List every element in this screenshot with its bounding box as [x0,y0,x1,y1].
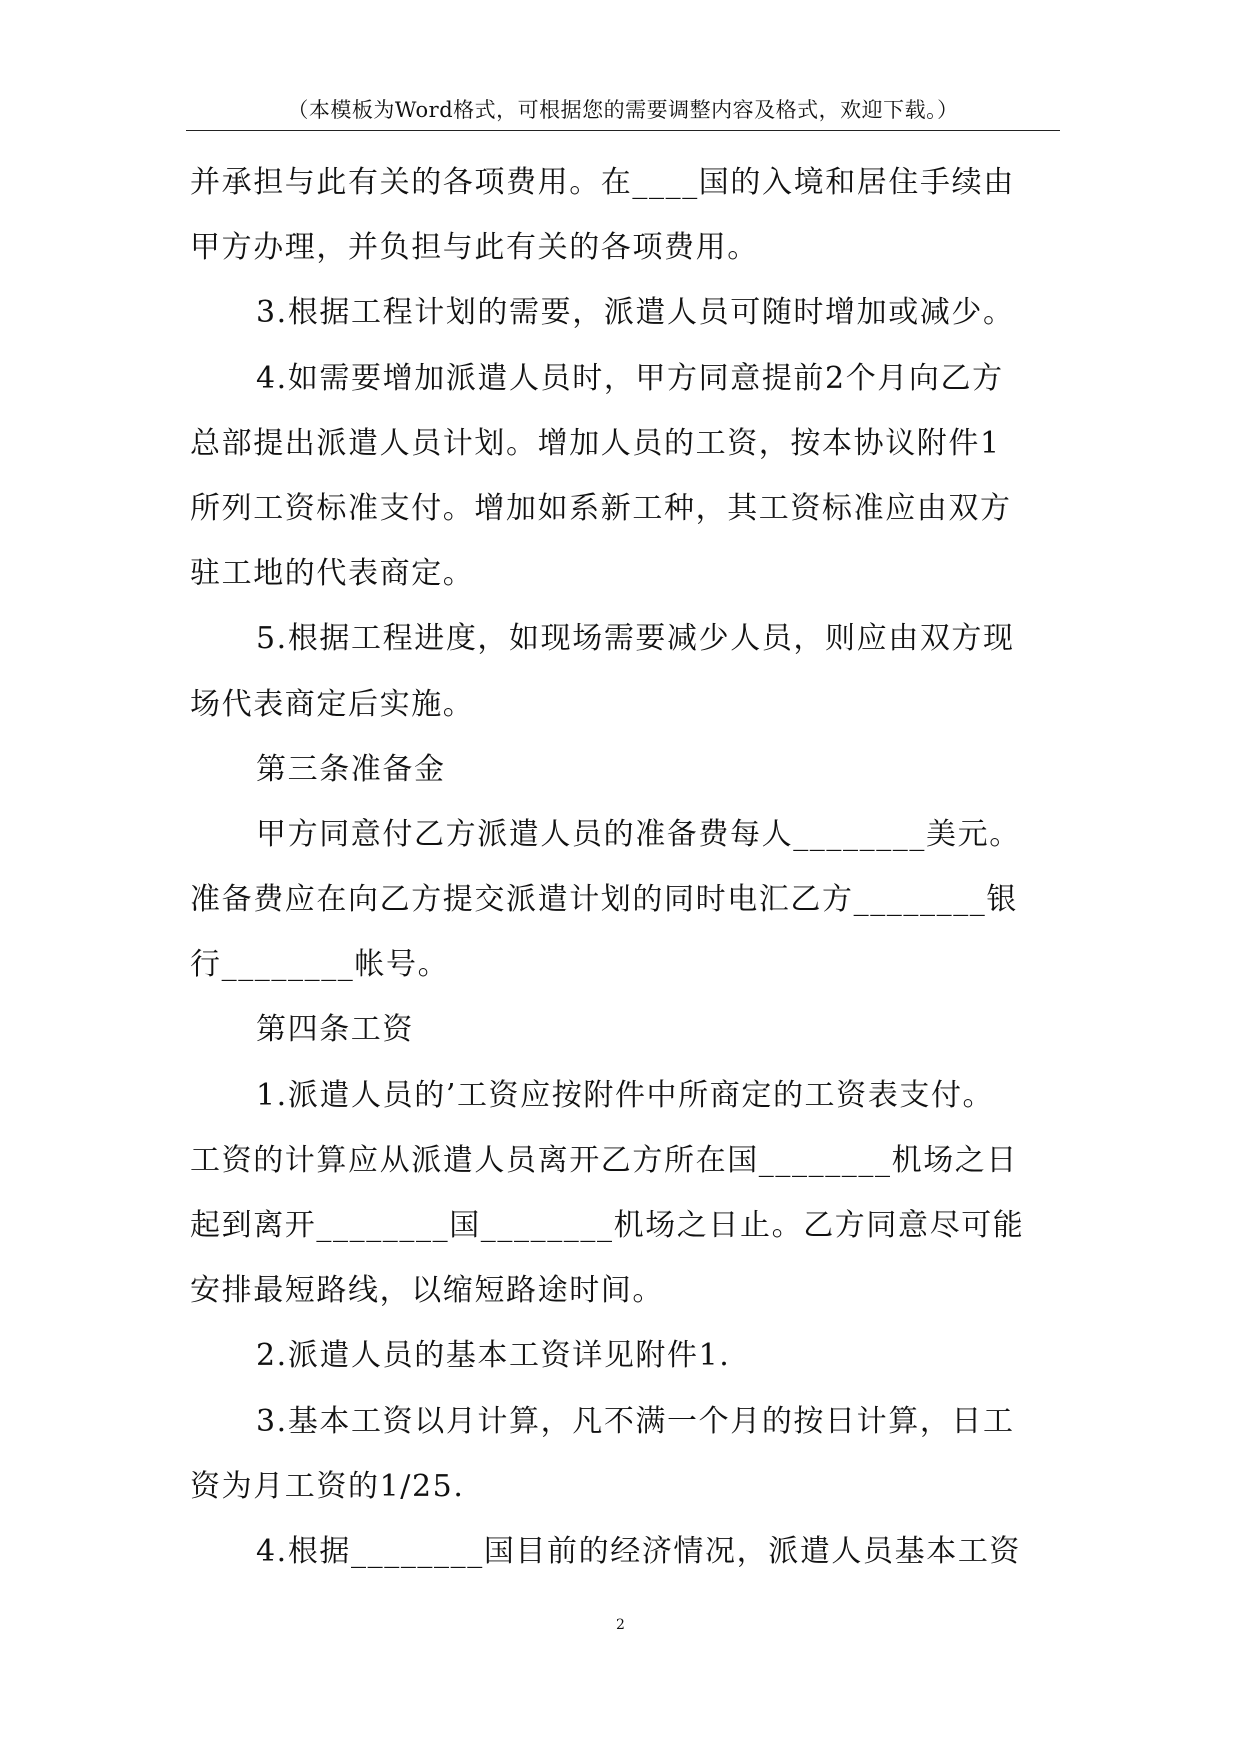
page-number: 2 [616,1617,625,1633]
article-4-heading: 第四条工资 [256,1012,414,1048]
clause-4-2: 2.派遣人员的基本工资详见附件1. [256,1338,731,1374]
paragraph-line: 甲方办理，并负担与此有关的各项费用。 [190,230,759,266]
paragraph-line: 所列工资标准支付。增加如系新工种，其工资标准应由双方 [190,490,1012,526]
clause-2-5: 5.根据工程进度，如现场需要减少人员，则应由双方现 [256,621,1015,657]
paragraph-line: 驻工地的代表商定。 [190,556,475,592]
paragraph-line: 行________帐号。 [190,947,450,983]
clause-4-3: 3.基本工资以月计算，凡不满一个月的按日计算，日工 [256,1403,1015,1439]
clause-2-3: 3.根据工程计划的需要，派遣人员可随时增加或减少。 [256,295,1015,331]
clause-4-4: 4.根据________国目前的经济情况，派遣人员基本工资 [256,1533,1022,1569]
paragraph-line: 安排最短路线，以缩短路途时间。 [190,1273,664,1309]
clause-4-1: 1.派遣人员的’工资应按附件中所商定的工资表支付。 [256,1077,995,1113]
document-body [190,150,1070,1584]
paragraph-line: 起到离开________国________机场之日止。乙方同意尽可能 [190,1208,1025,1243]
paragraph-line: 准备费应在向乙方提交派遣计划的同时电汇乙方________银 [190,882,1018,918]
article-3-heading: 第三条准备金 [256,751,446,787]
paragraph-line: 并承担与此有关的各项费用。在____国的入境和居住手续由 [190,165,1015,200]
paragraph-line: 资为月工资的1/25. [190,1468,465,1504]
paragraph-line: 场代表商定后实施。 [190,686,475,722]
paragraph-line: 工资的计算应从派遣人员离开乙方所在国________机场之日 [190,1142,1018,1178]
article-3-paragraph: 甲方同意付乙方派遣人员的准备费每人________美元。 [256,816,1021,852]
paragraph-line: 总部提出派遣人员计划。增加人员的工资，按本协议附件1 [190,425,1001,461]
template-note-header: （本模板为Word格式，可根据您的需要调整内容及格式，欢迎下载。） [186,96,1060,131]
clause-2-4: 4.如需要增加派遣人员时，甲方同意提前2个月向乙方 [256,360,1004,396]
